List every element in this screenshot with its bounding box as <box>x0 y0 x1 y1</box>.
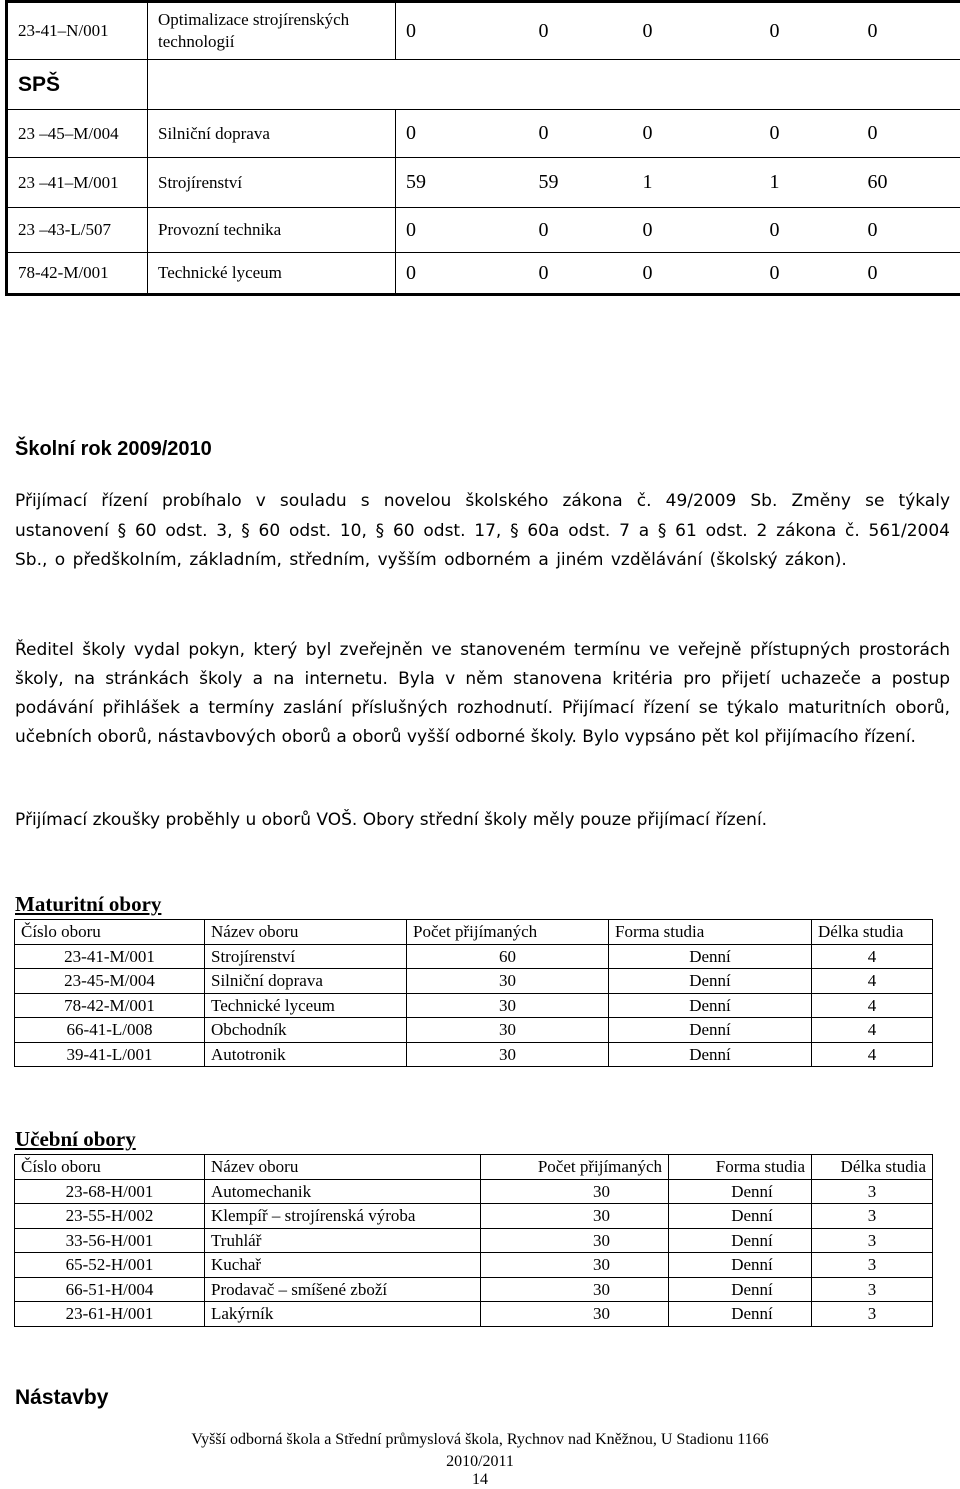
admission-count: 30 <box>407 1018 609 1043</box>
field-name: Truhlář <box>205 1228 481 1253</box>
field-name: Strojírenství <box>148 158 396 208</box>
field-name: Autotronik <box>205 1042 407 1067</box>
admission-count: 30 <box>407 969 609 994</box>
field-name: Obchodník <box>205 1018 407 1043</box>
field-code: 78-42-M/001 <box>7 253 148 295</box>
maturitni-heading: Maturitní obory <box>15 892 162 916</box>
page-number: 14 <box>472 1471 488 1488</box>
value-cell: 0 <box>633 208 760 253</box>
field-code: 23-61-H/001 <box>15 1302 205 1327</box>
column-header: Název oboru <box>205 1155 481 1180</box>
field-name: Kuchař <box>205 1253 481 1278</box>
column-header: Forma studia <box>669 1155 812 1180</box>
table-row <box>7 158 960 208</box>
value-cell: 1 <box>633 158 760 208</box>
study-form: Denní <box>609 1018 812 1043</box>
study-form: Denní <box>669 1204 812 1229</box>
field-name: Strojírenství <box>205 944 407 969</box>
field-name: Technické lyceum <box>148 253 396 295</box>
field-code: 23-41-M/001 <box>15 944 205 969</box>
admission-count: 60 <box>407 944 609 969</box>
column-header: Forma studia <box>609 920 812 945</box>
enrollment-summary-table <box>5 0 960 296</box>
table-row <box>15 1204 933 1229</box>
value-cell: 0 <box>760 208 858 253</box>
table-row <box>15 1179 933 1204</box>
value-cell: 0 <box>760 2 858 60</box>
table-row <box>15 1018 933 1043</box>
column-header: Počet přijímaných <box>407 920 609 945</box>
table-row <box>15 969 933 994</box>
table-row <box>15 993 933 1018</box>
column-header: Číslo oboru <box>15 1155 205 1180</box>
field-name: Optimalizace strojírenských technologií <box>148 2 396 60</box>
field-code: 66-51-H/004 <box>15 1277 205 1302</box>
value-cell: 60 <box>858 158 960 208</box>
column-header: Počet přijímaných <box>481 1155 669 1180</box>
ucebni-heading: Učební obory <box>15 1127 136 1151</box>
value-cell: 0 <box>529 2 633 60</box>
field-code: 23-55-H/002 <box>15 1204 205 1229</box>
study-length: 3 <box>812 1277 933 1302</box>
study-form: Denní <box>609 969 812 994</box>
value-cell: 0 <box>633 2 760 60</box>
value-cell: 0 <box>396 110 529 158</box>
table-row <box>15 944 933 969</box>
value-cell: 0 <box>396 2 529 60</box>
study-length: 3 <box>812 1253 933 1278</box>
field-name: Klempíř – strojírenská výroba <box>205 1204 481 1229</box>
table-row <box>15 1277 933 1302</box>
field-name: Automechanik <box>205 1179 481 1204</box>
value-cell: 0 <box>396 253 529 295</box>
study-form: Denní <box>609 993 812 1018</box>
ucebni-table <box>14 1154 933 1327</box>
value-cell: 0 <box>760 110 858 158</box>
value-cell: 59 <box>529 158 633 208</box>
field-code: 78-42-M/001 <box>15 993 205 1018</box>
value-cell: 0 <box>529 253 633 295</box>
field-name: Technické lyceum <box>205 993 407 1018</box>
field-code: 23-41–N/001 <box>7 2 148 60</box>
study-length: 4 <box>812 969 933 994</box>
study-form: Denní <box>669 1179 812 1204</box>
study-form: Denní <box>669 1253 812 1278</box>
field-code: 23-45-M/004 <box>15 969 205 994</box>
admission-count: 30 <box>481 1277 669 1302</box>
column-header: Název oboru <box>205 920 407 945</box>
value-cell: 0 <box>633 253 760 295</box>
table-row <box>15 1302 933 1327</box>
field-name: Provozní technika <box>148 208 396 253</box>
field-name: Lakýrník <box>205 1302 481 1327</box>
field-code: 23 –45–M/004 <box>7 110 148 158</box>
admission-count: 30 <box>481 1179 669 1204</box>
value-cell: 0 <box>529 110 633 158</box>
field-code: 33-56-H/001 <box>15 1228 205 1253</box>
footer-school-name: Vyšší odborná škola a Střední průmyslová škola, Rychnov nad Kněžnou, U Stadionu 1166 <box>191 1431 769 1448</box>
admission-count: 30 <box>407 1042 609 1067</box>
table-header-row <box>15 1155 933 1180</box>
nastavby-heading: Nástavby <box>15 1386 109 1409</box>
table-row <box>15 1042 933 1067</box>
admission-law-paragraph: Přijímací řízení probíhalo v souladu s novelou školského zákona č. 49/2009 Sb. Změny se týkaly ustanovení § 60 odst. 3, § 60 odst. 10, § 60 odst. 17, § 60a odst. 7 a § 61 odst. 2 zákona č. 561/2004 Sb., o předškolním, základním, středním, vyšším odborném a jiném vzdělávání (školský zákon). <box>15 491 950 570</box>
admission-count: 30 <box>481 1302 669 1327</box>
director-instruction-paragraph: Ředitel školy vydal pokyn, který byl zveřejněn ve stanoveném termínu ve veřejně přístupných prostorách školy, na stránkách školy a na internetu. Byla v něm stanovena kritéria pro přijetí uchazeče a postup podávání přihlášek a termíny zaslání příslušných rozhodnutí. Přijímací řízení se týkalo maturitních oborů, učebních oborů, nástavbových oborů a oborů vyšší odborné školy. Bylo vypsáno pět kol přijímacího řízení. <box>15 640 950 747</box>
study-form: Denní <box>669 1228 812 1253</box>
field-code: 23 –43-L/507 <box>7 208 148 253</box>
field-code: 39-41-L/001 <box>15 1042 205 1067</box>
field-code: 23-68-H/001 <box>15 1179 205 1204</box>
study-length: 4 <box>812 1042 933 1067</box>
value-cell: 1 <box>760 158 858 208</box>
value-cell: 0 <box>858 110 960 158</box>
study-length: 3 <box>812 1179 933 1204</box>
field-code: 66-41-L/008 <box>15 1018 205 1043</box>
admission-count: 30 <box>407 993 609 1018</box>
value-cell: 0 <box>858 253 960 295</box>
value-cell: 59 <box>396 158 529 208</box>
table-row <box>7 208 960 253</box>
study-form: Denní <box>669 1277 812 1302</box>
study-form: Denní <box>669 1302 812 1327</box>
study-form: Denní <box>609 1042 812 1067</box>
value-cell: 0 <box>529 208 633 253</box>
field-name: Silniční doprava <box>205 969 407 994</box>
value-cell: 0 <box>858 2 960 60</box>
value-cell: 0 <box>858 208 960 253</box>
field-code: 65-52-H/001 <box>15 1253 205 1278</box>
maturitni-table <box>14 919 933 1067</box>
admission-count: 30 <box>481 1253 669 1278</box>
study-length: 4 <box>812 944 933 969</box>
table-row <box>7 110 960 158</box>
table-row <box>15 1253 933 1278</box>
table-row <box>7 253 960 295</box>
table-row <box>7 60 960 110</box>
study-length: 4 <box>812 993 933 1018</box>
study-length: 3 <box>812 1302 933 1327</box>
study-length: 3 <box>812 1204 933 1229</box>
field-code: 23 –41–M/001 <box>7 158 148 208</box>
footer-school-year: 2010/2011 <box>446 1453 514 1470</box>
column-header: Číslo oboru <box>15 920 205 945</box>
value-cell: 0 <box>396 208 529 253</box>
admission-count: 30 <box>481 1204 669 1229</box>
field-name: Silniční doprava <box>148 110 396 158</box>
study-length: 4 <box>812 1018 933 1043</box>
study-form: Denní <box>609 944 812 969</box>
column-header: Délka studia <box>812 920 933 945</box>
section-label-sps: SPŠ <box>7 60 148 110</box>
value-cell: 0 <box>760 253 858 295</box>
school-year-heading: Školní rok 2009/2010 <box>15 438 212 460</box>
study-length: 3 <box>812 1228 933 1253</box>
table-row <box>7 2 960 60</box>
column-header: Délka studia <box>812 1155 933 1180</box>
table-header-row <box>15 920 933 945</box>
table-row <box>15 1228 933 1253</box>
field-name: Prodavač – smíšené zboží <box>205 1277 481 1302</box>
admission-count: 30 <box>481 1228 669 1253</box>
entrance-exams-paragraph: Přijímací zkoušky proběhly u oborů VOŠ. Obory střední školy měly pouze přijímací řízení. <box>15 810 768 830</box>
value-cell: 0 <box>633 110 760 158</box>
